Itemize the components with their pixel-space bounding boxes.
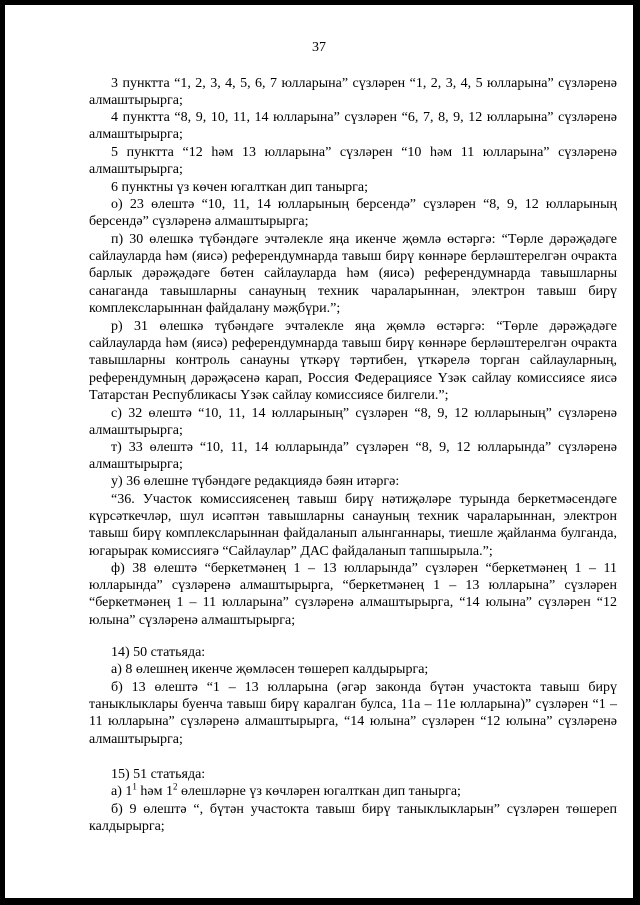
paragraph-4-punkt: 4 пунктта “8, 9, 10, 11, 14 юлларына” сүзләрен “6, 7, 8, 9, 12 юлларына” сүзләренә алмаштырырга; — [89, 110, 617, 143]
superscript-2: 2 — [172, 781, 178, 792]
paragraph-s: с) 32 өлештә “10, 11, 14 юлларының” сүзләрен “8, 9, 12 юлларының” сүзләренә алмаштырырга; — [89, 406, 617, 439]
paragraph-6-punkt: 6 пунктны үз көчен югалткан дип танырга; — [111, 180, 368, 195]
paragraph-t: т) 33 өлештә “10, 11, 14 юлларында” сүзләрен “8, 9, 12 юлларында” сүзләренә алмаштырырга; — [89, 440, 617, 473]
page-number: 37 — [312, 40, 326, 55]
paragraph-p: п) 30 өлешкә түбәндәге эчтәлекле яңа икенче җөмлә өстәргә: “Төрле дәрәҗәдәге сайлауларда һәм (яисә) референдумнарда тавыш бирү көннәре берләштерелгән очракта барлык дәрәҗәдәге бөтен сайлауларда һәм (яисә) референдумнарда тавышларны санаганда тавышларны санауның техник чараларыннан, электрон тавыш бирү комплексларыннан файдалану мәҗбүри.”; — [89, 232, 617, 316]
paragraph-b-article-50: б) 13 өлештә “1 – 13 юлларына (әгәр законда бүтән участокта тавыш бирү таныклыклары буенча тавыш бирү каралган булса, 11а – 11е юлларына)” сүзләрен “1 – 11 юлларына” сүзләренә алмаштырырга, “14 юлына” сүзләрен “12 юлына” сүзләренә алмаштырырга; — [89, 680, 617, 747]
paragraph-3-punkt: 3 пунктта “1, 2, 3, 4, 5, 6, 7 юлларына” сүзләрен “1, 2, 3, 4, 5 юлларына” сүзләренә алмаштырырга; — [89, 76, 617, 109]
paragraph-5-punkt: 5 пунктта “12 һәм 13 юлларына” сүзләрен “10 һәм 11 юлларына” сүзләренә алмаштырырга; — [89, 145, 617, 178]
para-a-prefix: а) 1 — [111, 784, 133, 799]
superscript-1: 1 — [132, 781, 137, 792]
paragraph-36-quote: “36. Участок комиссиясенең тавыш бирү нәтиҗәләре турында беркетмәсендәге күрсәткечләр, шул исәптән тавышларны санауның техник чараларыннан, электрон тавыш бирү комплексларыннан файдаланып алынганнары, тиешле җайланма булганда, югарырак комиссиягә “Сайлаулар” ДАС файдаланып тапшырыла.”; — [89, 492, 617, 559]
paragraph-o: о) 23 өлештә “10, 11, 14 юлларының берсендә” сүзләрен “8, 9, 12 юлларының берсендә” сүзләренә алмаштырырга; — [89, 197, 617, 230]
paragraph-r: р) 31 өлешкә түбәндәге эчтәлекле яңа җөмлә өстәргә: “Төрле дәрәҗәдәге сайлауларда һәм (яисә) референдумнарда тавыш бирү көннәре берләштерелгән очракта тавышларны контроль санауны үткәрү тәртибен, үткәрелә торган сайлауларның, референдумның дәрәҗәсенә карап, Россия Федерациясе Үзәк сайлау комиссиясе яисә Татарстан Республикасы Үзәк сайлау комиссиясе билгели.”; — [89, 319, 617, 403]
paragraph-a-article-50: а) 8 өлешнең икенче җөмләсен төшереп калдырырга; — [111, 662, 429, 677]
paragraph-15-article-51: 15) 51 статьяда: — [111, 767, 206, 782]
para-a-middle: һәм 1 — [136, 784, 173, 799]
paragraph-b-article-51: б) 9 өлештә “, бүтән участокта тавыш бирү таныклыкларын” сүзләрен төшереп калдырырга; — [89, 802, 617, 835]
para-a-suffix: өлешләрне үз көчләрен югалткан дип танырга; — [177, 784, 461, 799]
paragraph-a-article-51 — [89, 783, 617, 800]
paragraph-u: у) 36 өлешне түбәндәге редакциядә бәян итәргә: — [111, 474, 400, 489]
paragraph-f: ф) 38 өлештә “беркетмәнең 1 – 13 юлларында” сүзләрен “беркетмәнең 1 – 11 юлларында” сүзләренә алмаштырырга, “беркетмәнең 1 – 13 юлларына” сүзләрен “беркетмәнең 1 – 11 юлларына” сүзләренә алмаштырырга, “14 юлына” сүзләрен “12 юлына” сүзләренә алмаштырырга; — [89, 561, 617, 628]
paragraph-14-article-50: 14) 50 статьяда: — [111, 645, 206, 660]
document-page — [5, 5, 633, 898]
